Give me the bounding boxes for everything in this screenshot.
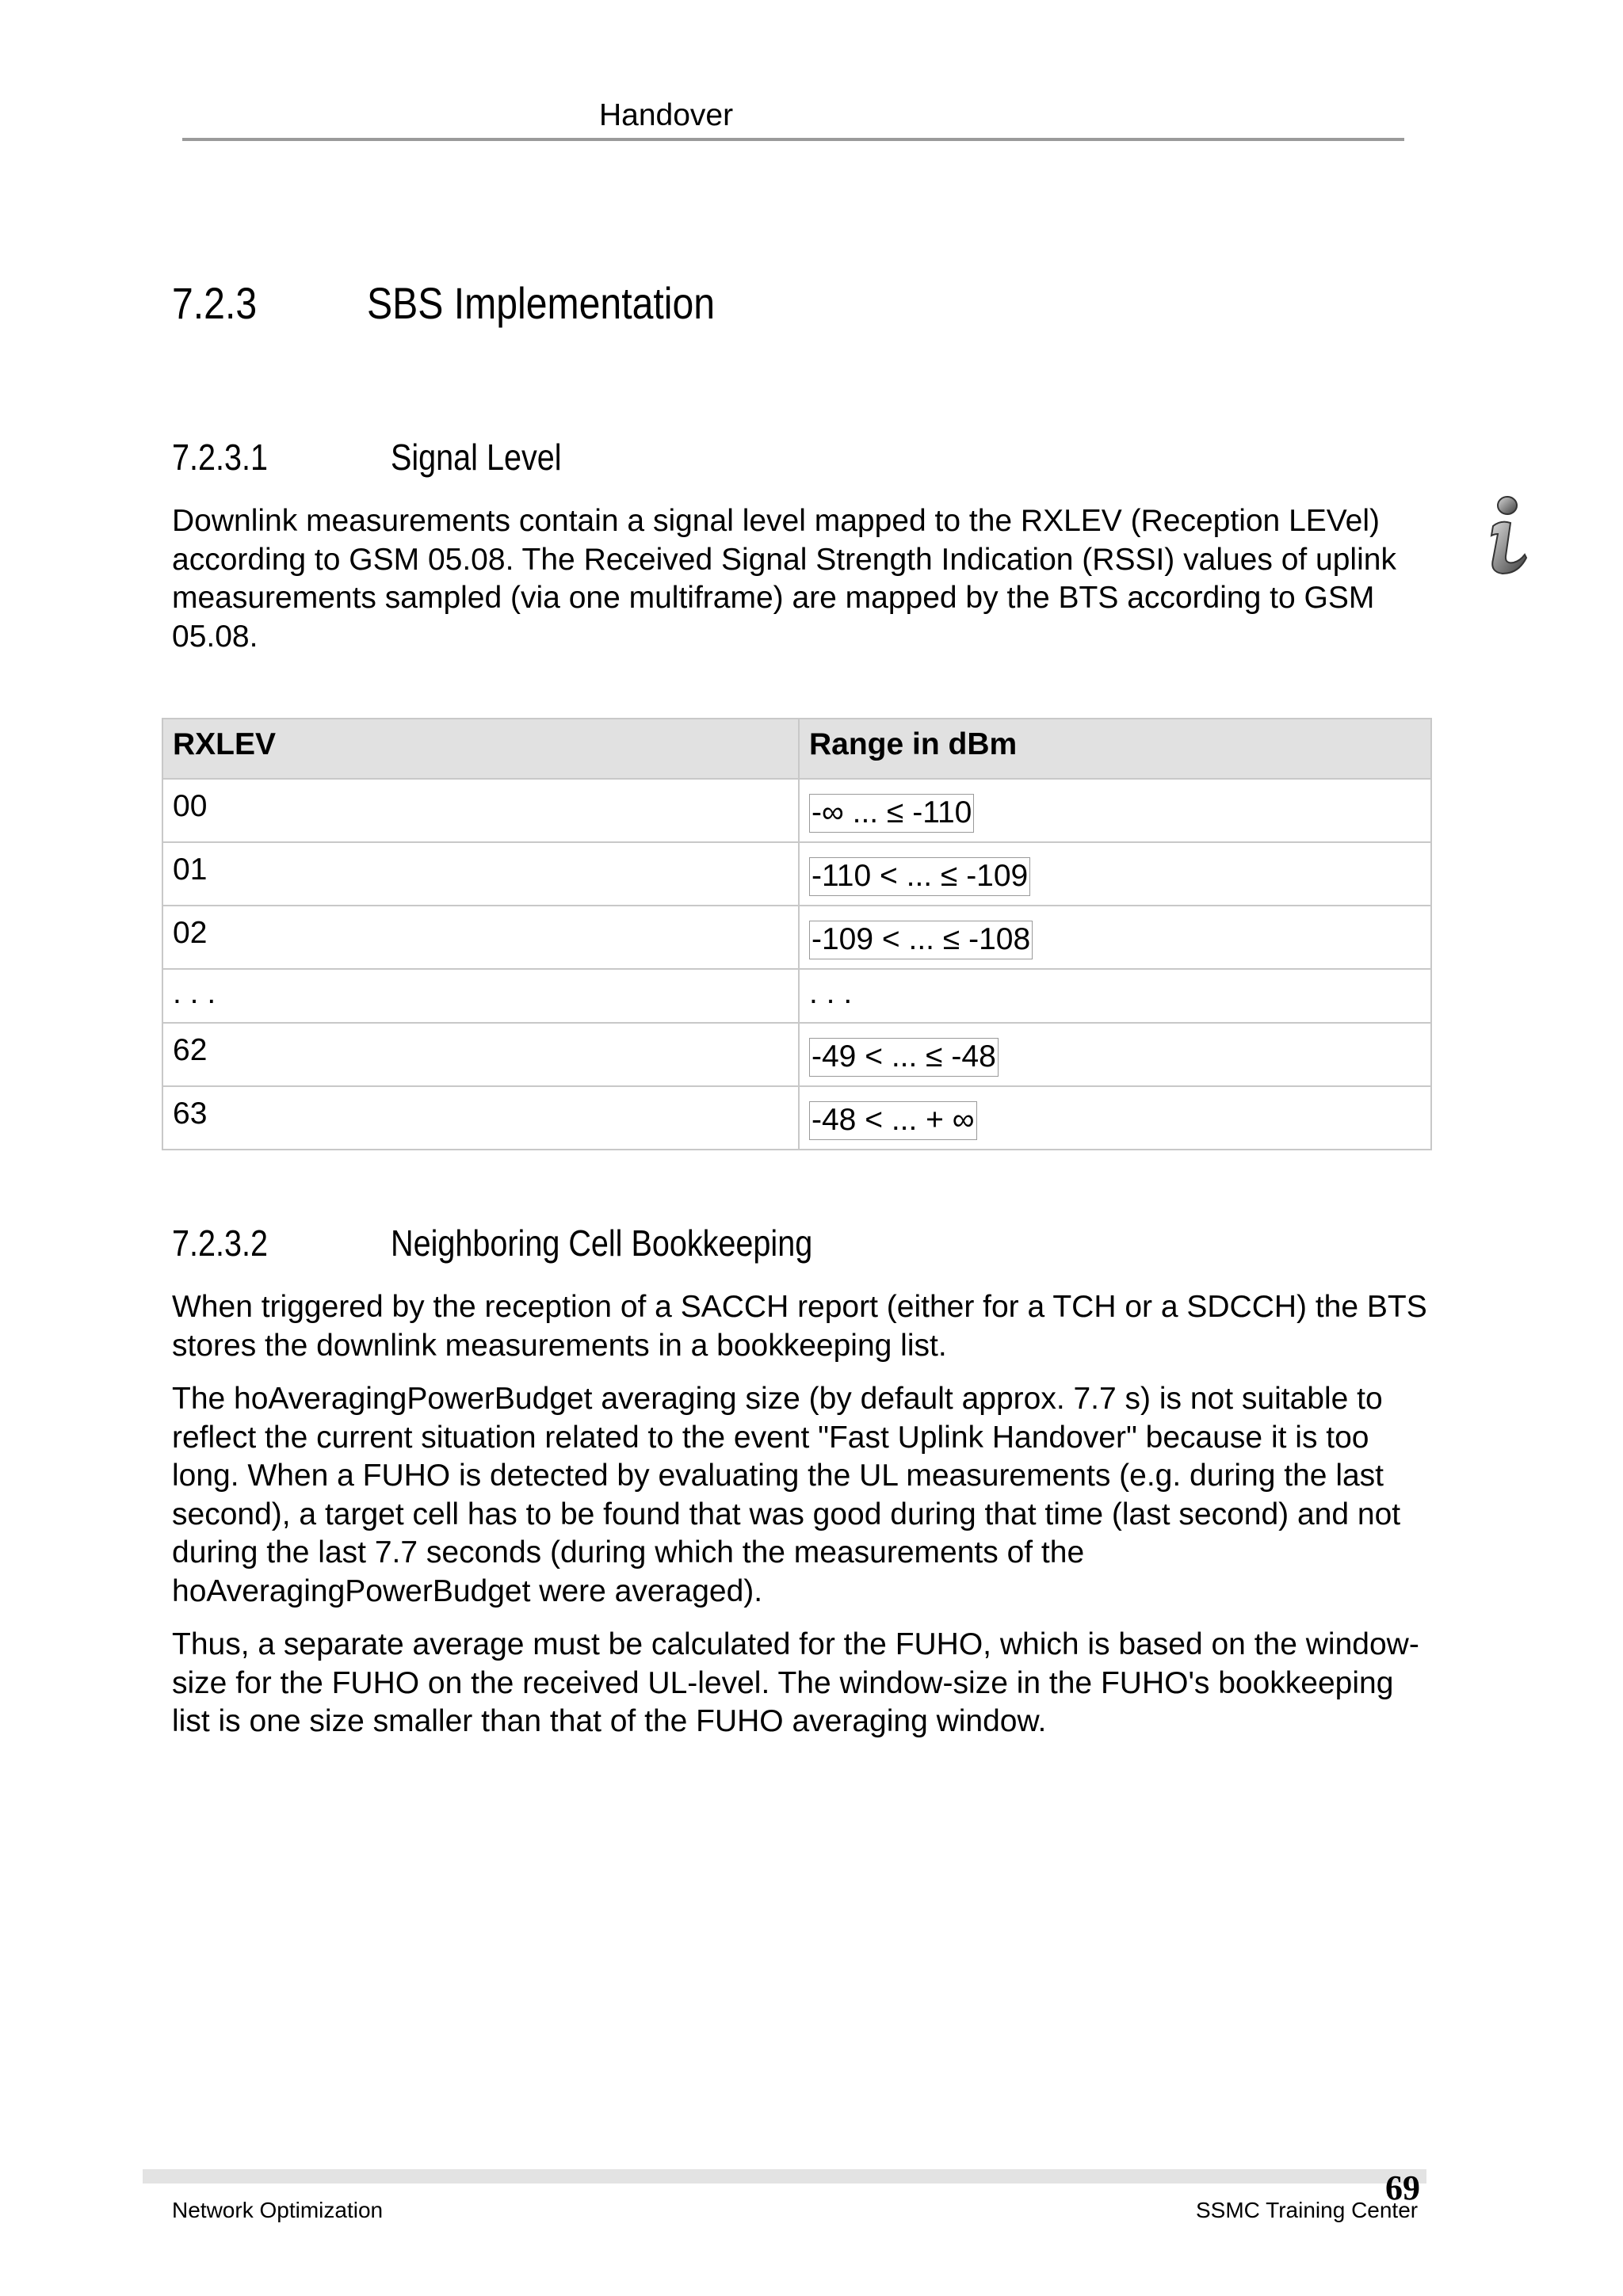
table-row: [162, 1086, 1431, 1150]
subsection2-number: 7.2.3.2: [172, 1222, 268, 1264]
table-row: [162, 1023, 1431, 1086]
rxlev-table: [162, 718, 1432, 1150]
range-cell: [799, 779, 1431, 842]
section-number: 7.2.3: [172, 278, 258, 328]
range-value: -48 < ... + ∞: [809, 1101, 977, 1140]
range-value: -109 < ... ≤ -108: [809, 921, 1033, 959]
range-value: -∞ ... ≤ -110: [809, 794, 974, 833]
range-cell: . . .: [799, 969, 1431, 1023]
range-cell: [799, 1086, 1431, 1150]
info-icon: [1484, 494, 1529, 578]
rxlev-cell: 62: [162, 1023, 799, 1086]
range-value: -49 < ... ≤ -48: [809, 1038, 999, 1077]
rxlev-cell: . . .: [162, 969, 799, 1023]
table-row: [162, 969, 1431, 1023]
table-row: [162, 906, 1431, 969]
bookkeeping-paragraph-3: Thus, a separate average must be calculated for the FUHO, which is based on the window-size for the FUHO on the received UL-level. The window-size in the FUHO's bookkeeping list is one size smaller than that of the FUHO averaging window.: [172, 1627, 1419, 1738]
page-number: 69: [1385, 2168, 1420, 2207]
range-value: -110 < ... ≤ -109: [809, 857, 1030, 896]
range-cell: [799, 1023, 1431, 1086]
rxlev-cell: 02: [162, 906, 799, 969]
header-rule: [182, 138, 1404, 141]
table-header-rxlev: RXLEV: [162, 719, 799, 779]
table-header-row: [162, 719, 1431, 779]
range-cell: [799, 842, 1431, 906]
range-cell: [799, 906, 1431, 969]
subsection2-title: Neighboring Cell Bookkeeping: [391, 1222, 813, 1264]
footer-right-text: SSMC Training Center: [1196, 2198, 1419, 2222]
signal-level-paragraph: Downlink measurements contain a signal level mapped to the RXLEV (Reception LEVel) according to GSM 05.08. The Received Signal Strength Indication (RSSI) values of uplink measurements sampled (via one multiframe) are mapped by the BTS according to GSM 05.08.: [172, 504, 1396, 654]
subsection1-title: Signal Level: [391, 437, 562, 478]
table-header-range: Range in dBm: [799, 719, 1431, 779]
rxlev-cell: 01: [162, 842, 799, 906]
footer-left-text: Network Optimization: [172, 2198, 384, 2222]
bookkeeping-paragraph-1: When triggered by the reception of a SACCH report (either for a TCH or a SDCCH) the BTS stores the downlink measurements in a bookkeeping list.: [172, 1290, 1427, 1363]
rxlev-cell: 00: [162, 779, 799, 842]
bookkeeping-paragraph-2: The hoAveragingPowerBudget averaging size (by default approx. 7.7 s) is not suitable to reflect the current situation related to the event "Fast Uplink Handover" because it is too long. When a FUHO is detected by evaluating the UL measurements (e.g. during the last second), a target cell has to be found that was good during that time (last second) and not during the last 7.7 seconds (during which the measurements of the hoAveragingPowerBudget were averaged).: [172, 1382, 1401, 1608]
subsection1-number: 7.2.3.1: [172, 437, 268, 478]
footer-bar: [143, 2169, 1426, 2183]
table-row: [162, 842, 1431, 906]
rxlev-cell: 63: [162, 1086, 799, 1150]
section-title: SBS Implementation: [367, 278, 716, 328]
table-row: [162, 779, 1431, 842]
header-title: Handover: [599, 98, 734, 132]
